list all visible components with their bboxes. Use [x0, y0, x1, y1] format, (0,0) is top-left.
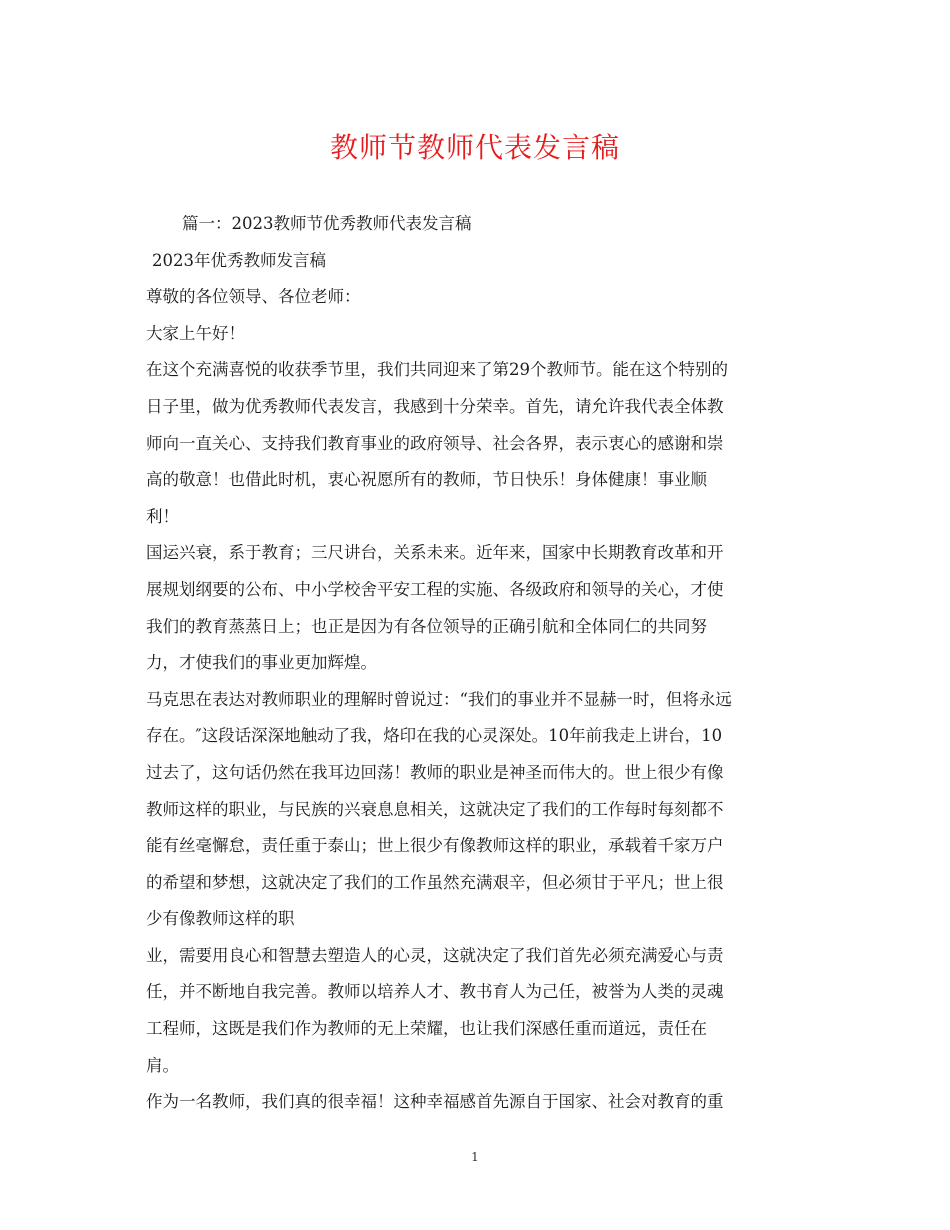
paragraph-line: 作为一名教师，我们真的很幸福！这种幸福感首先源自于国家、社会对教育的重: [146, 1092, 724, 1112]
paragraph-line: 过去了，这句话仍然在我耳边回荡！教师的职业是神圣而伟大的。世上很少有像: [146, 762, 724, 782]
paragraph-line: 我们的教育蒸蒸日上；也正是因为有各位领导的正确引航和全体同仁的共同努: [146, 616, 707, 636]
document-body: [146, 206, 806, 1121]
paragraph-line: 高的敬意！也借此时机，衷心祝愿所有的教师，节日快乐！身体健康！事业顺: [146, 470, 707, 490]
document-title: 教师节教师代表发言稿: [329, 131, 620, 164]
paragraph-line: 少有像教师这样的职: [146, 909, 295, 929]
section-heading: 篇一：2023教师节优秀教师代表发言稿: [182, 214, 472, 233]
paragraph-line: 肩。: [146, 1055, 179, 1075]
paragraph-line: 国运兴衰，系于教育；三尺讲台，关系未来。近年来，国家中长期教育改革和开: [146, 543, 724, 563]
paragraph-line: 存在。″这段话深深地触动了我，烙印在我的心灵深处。10年前我走上讲台，10: [146, 726, 723, 746]
paragraph-line: 业，需要用良心和智慧去塑造人的心灵，这就决定了我们首先必须充满爱心与责: [146, 945, 724, 965]
paragraph-line: 日子里，做为优秀教师代表发言，我感到十分荣幸。首先，请允许我代表全体教: [146, 396, 724, 416]
paragraph-line: 工程师，这既是我们作为教师的无上荣耀，也让我们深感任重而道远，责任在: [146, 1019, 707, 1039]
paragraph-line: 的希望和梦想，这就决定了我们的工作虽然充满艰辛，但必须甘于平凡；世上很: [146, 872, 724, 892]
paragraph-line: 力，才使我们的事业更加辉煌。: [146, 653, 377, 673]
paragraph-line: 师向一直关心、支持我们教育事业的政府领导、社会各界，表示衷心的感谢和崇: [146, 433, 724, 453]
speech-subtitle: 2023年优秀教师发言稿: [152, 250, 326, 270]
salutation: 尊敬的各位领导、各位老师：: [146, 287, 361, 307]
greeting: 大家上午好！: [146, 323, 245, 343]
paragraph-line: 在这个充满喜悦的收获季节里，我们共同迎来了第29个教师节。能在这个特别的: [146, 360, 728, 380]
paragraph-line: 展规划纲要的公布、中小学校舍平安工程的实施、各级政府和领导的关心，才使: [146, 579, 724, 599]
paragraph-line: 教师这样的职业，与民族的兴衰息息相关，这就决定了我们的工作每时每刻都不: [146, 799, 724, 819]
paragraph-line: 马克思在表达对教师职业的理解时曾说过：“我们的事业并不显赫一时，但将永远: [146, 689, 732, 709]
page-number: 1: [471, 1150, 479, 1164]
paragraph-line: 任，并不断地自我完善。教师以培养人才、教书育人为己任，被誉为人类的灵魂: [146, 982, 724, 1002]
paragraph-line: 利！: [146, 506, 179, 526]
paragraph-line: 能有丝毫懈怠，责任重于泰山；世上很少有像教师这样的职业，承载着千家万户: [146, 836, 724, 856]
